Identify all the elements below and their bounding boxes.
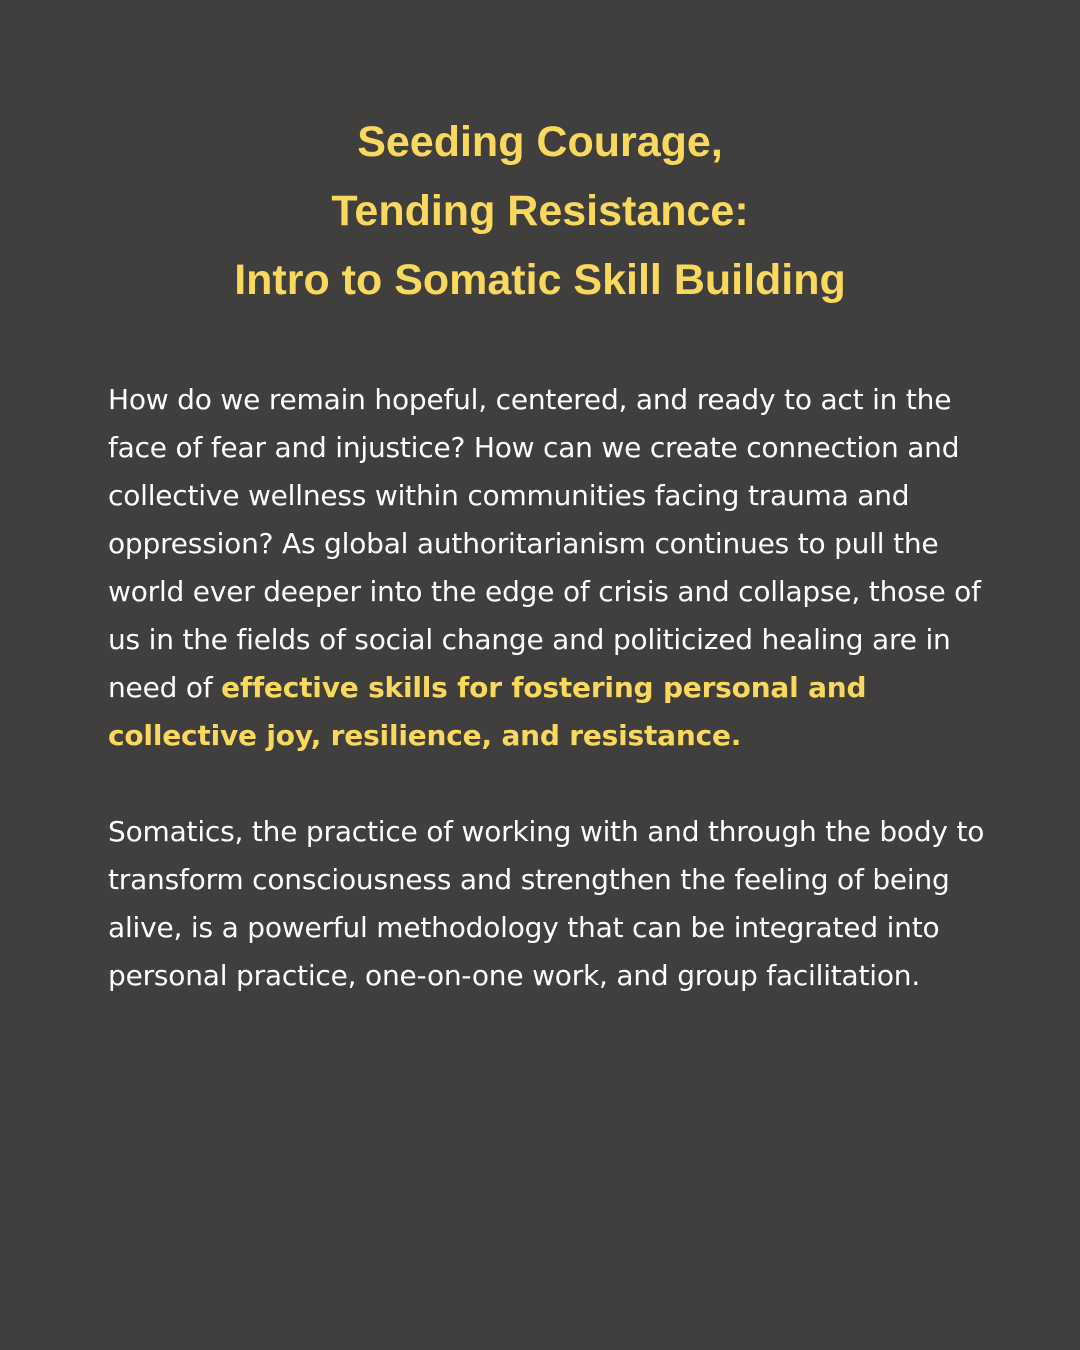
intro-paragraph-text: How do we remain hopeful, centered, and ready to act in the face of fear and injustice? How can we create connection and collective wellness within communities facing trauma and oppression? As global authoritarianism continues to pull the world ever deeper into the edge of crisis and collapse, those of us in the fields of social change and politicized healing are in need of [108,383,981,704]
title-line-3: Intro to Somatic Skill Building [234,256,846,304]
title-line-2: Tending Resistance: [331,187,749,235]
highlighted-phrase: effective skills for fostering personal and collective joy, resilience, and resistance. [108,671,867,752]
somatics-paragraph [108,808,988,1000]
body-text [108,376,988,1000]
title-line-1: Seeding Courage, [357,118,723,166]
page-title [0,108,1080,315]
somatics-paragraph-text: Somatics, the practice of working with and through the body to transform consciousness and strengthen the feeling of being alive, is a powerful methodology that can be integrated into personal practice, one-on-one work, and group facilitation. [108,815,985,992]
intro-paragraph [108,376,988,760]
